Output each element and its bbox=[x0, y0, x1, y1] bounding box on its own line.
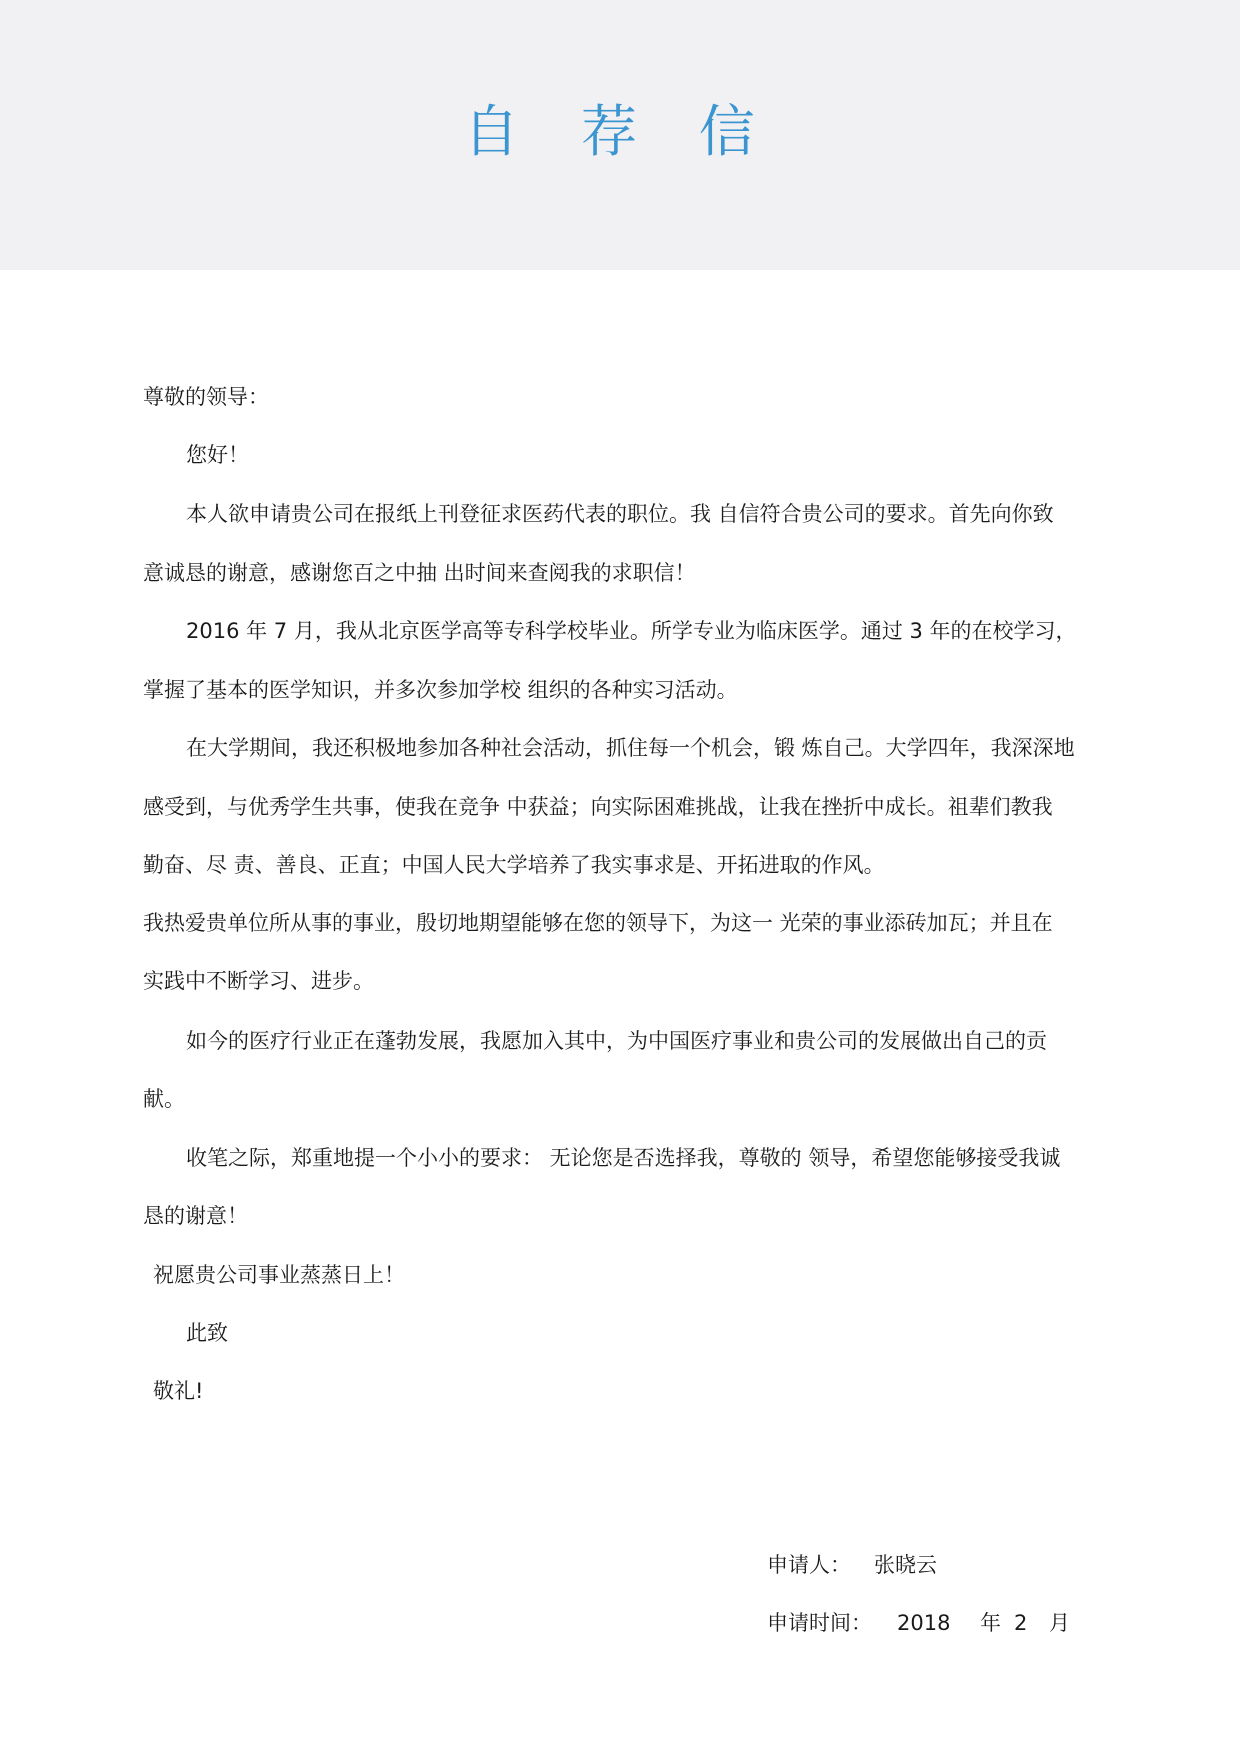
greeting: 您好！ bbox=[186, 443, 249, 467]
salutation: 尊敬的领导： bbox=[143, 385, 269, 409]
paragraph-4-line-2: 实践中不断学习、进步。 bbox=[143, 969, 374, 993]
paragraph-6-line-2: 恳的谢意！ bbox=[143, 1204, 248, 1228]
paragraph-5-line-1: 如今的医疗行业正在蓬勃发展，我愿加入其中，为中国医疗事业和贵公司的发展做出自己的贡 bbox=[186, 1029, 1047, 1053]
paragraph-3-line-2: 感受到，与优秀学生共事，使我在竞争 中获益；向实际困难挑战，让我在挫折中成长。祖辈们教我 bbox=[143, 795, 1053, 819]
title-banner bbox=[0, 0, 1240, 270]
paragraph-1-line-2: 意诚恳的谢意，感谢您百之中抽 出时间来查阅我的求职信！ bbox=[143, 561, 696, 585]
date-month: 2 bbox=[1014, 1611, 1028, 1635]
date-year-unit: 年 bbox=[980, 1611, 1001, 1635]
paragraph-1-line-1: 本人欲申请贵公司在报纸上刊登征求医药代表的职位。我 自信符合贵公司的要求。首先向你致 bbox=[186, 502, 1054, 526]
applicant-row bbox=[0, 1550, 1240, 1580]
wish-line: 祝愿贵公司事业蒸蒸日上！ bbox=[153, 1263, 405, 1287]
paragraph-3-line-1: 在大学期间，我还积极地参加各种社会活动，抓住每一个机会，锻 炼自己。大学四年，我深深地 bbox=[186, 736, 1075, 760]
date-label: 申请时间： bbox=[767, 1611, 872, 1635]
date-row bbox=[0, 1608, 1240, 1638]
date-month-unit: 月 bbox=[1049, 1611, 1070, 1635]
closing-line-2: 敬礼! bbox=[153, 1379, 204, 1403]
paragraph-2-line-2: 掌握了基本的医学知识，并多次参加学校 组织的各种实习活动。 bbox=[143, 678, 738, 702]
page-title: 自 荐 信 bbox=[463, 100, 777, 165]
paragraph-5-line-2: 献。 bbox=[143, 1087, 185, 1111]
paragraph-3-line-3: 勤奋、尽 责、善良、正直；中国人民大学培养了我实事求是、开拓进取的作风。 bbox=[143, 853, 885, 877]
closing-line-1: 此致 bbox=[186, 1321, 228, 1345]
applicant-name: 张晓云 bbox=[874, 1553, 937, 1577]
date-year: 2018 bbox=[897, 1611, 951, 1635]
applicant-label: 申请人： bbox=[767, 1553, 851, 1577]
paragraph-6-line-1: 收笔之际，郑重地提一个小小的要求： 无论您是否选择我，尊敬的 领导，希望您能够接受我诚 bbox=[186, 1146, 1061, 1170]
paragraph-4-line-1: 我热爱贵单位所从事的事业，殷切地期望能够在您的领导下，为这一 光荣的事业添砖加瓦；并且在 bbox=[143, 911, 1053, 935]
paragraph-2-line-1: 2016 年 7 月，我从北京医学高等专科学校毕业。所学专业为临床医学。通过 3 年的在校学习， bbox=[186, 619, 1077, 643]
